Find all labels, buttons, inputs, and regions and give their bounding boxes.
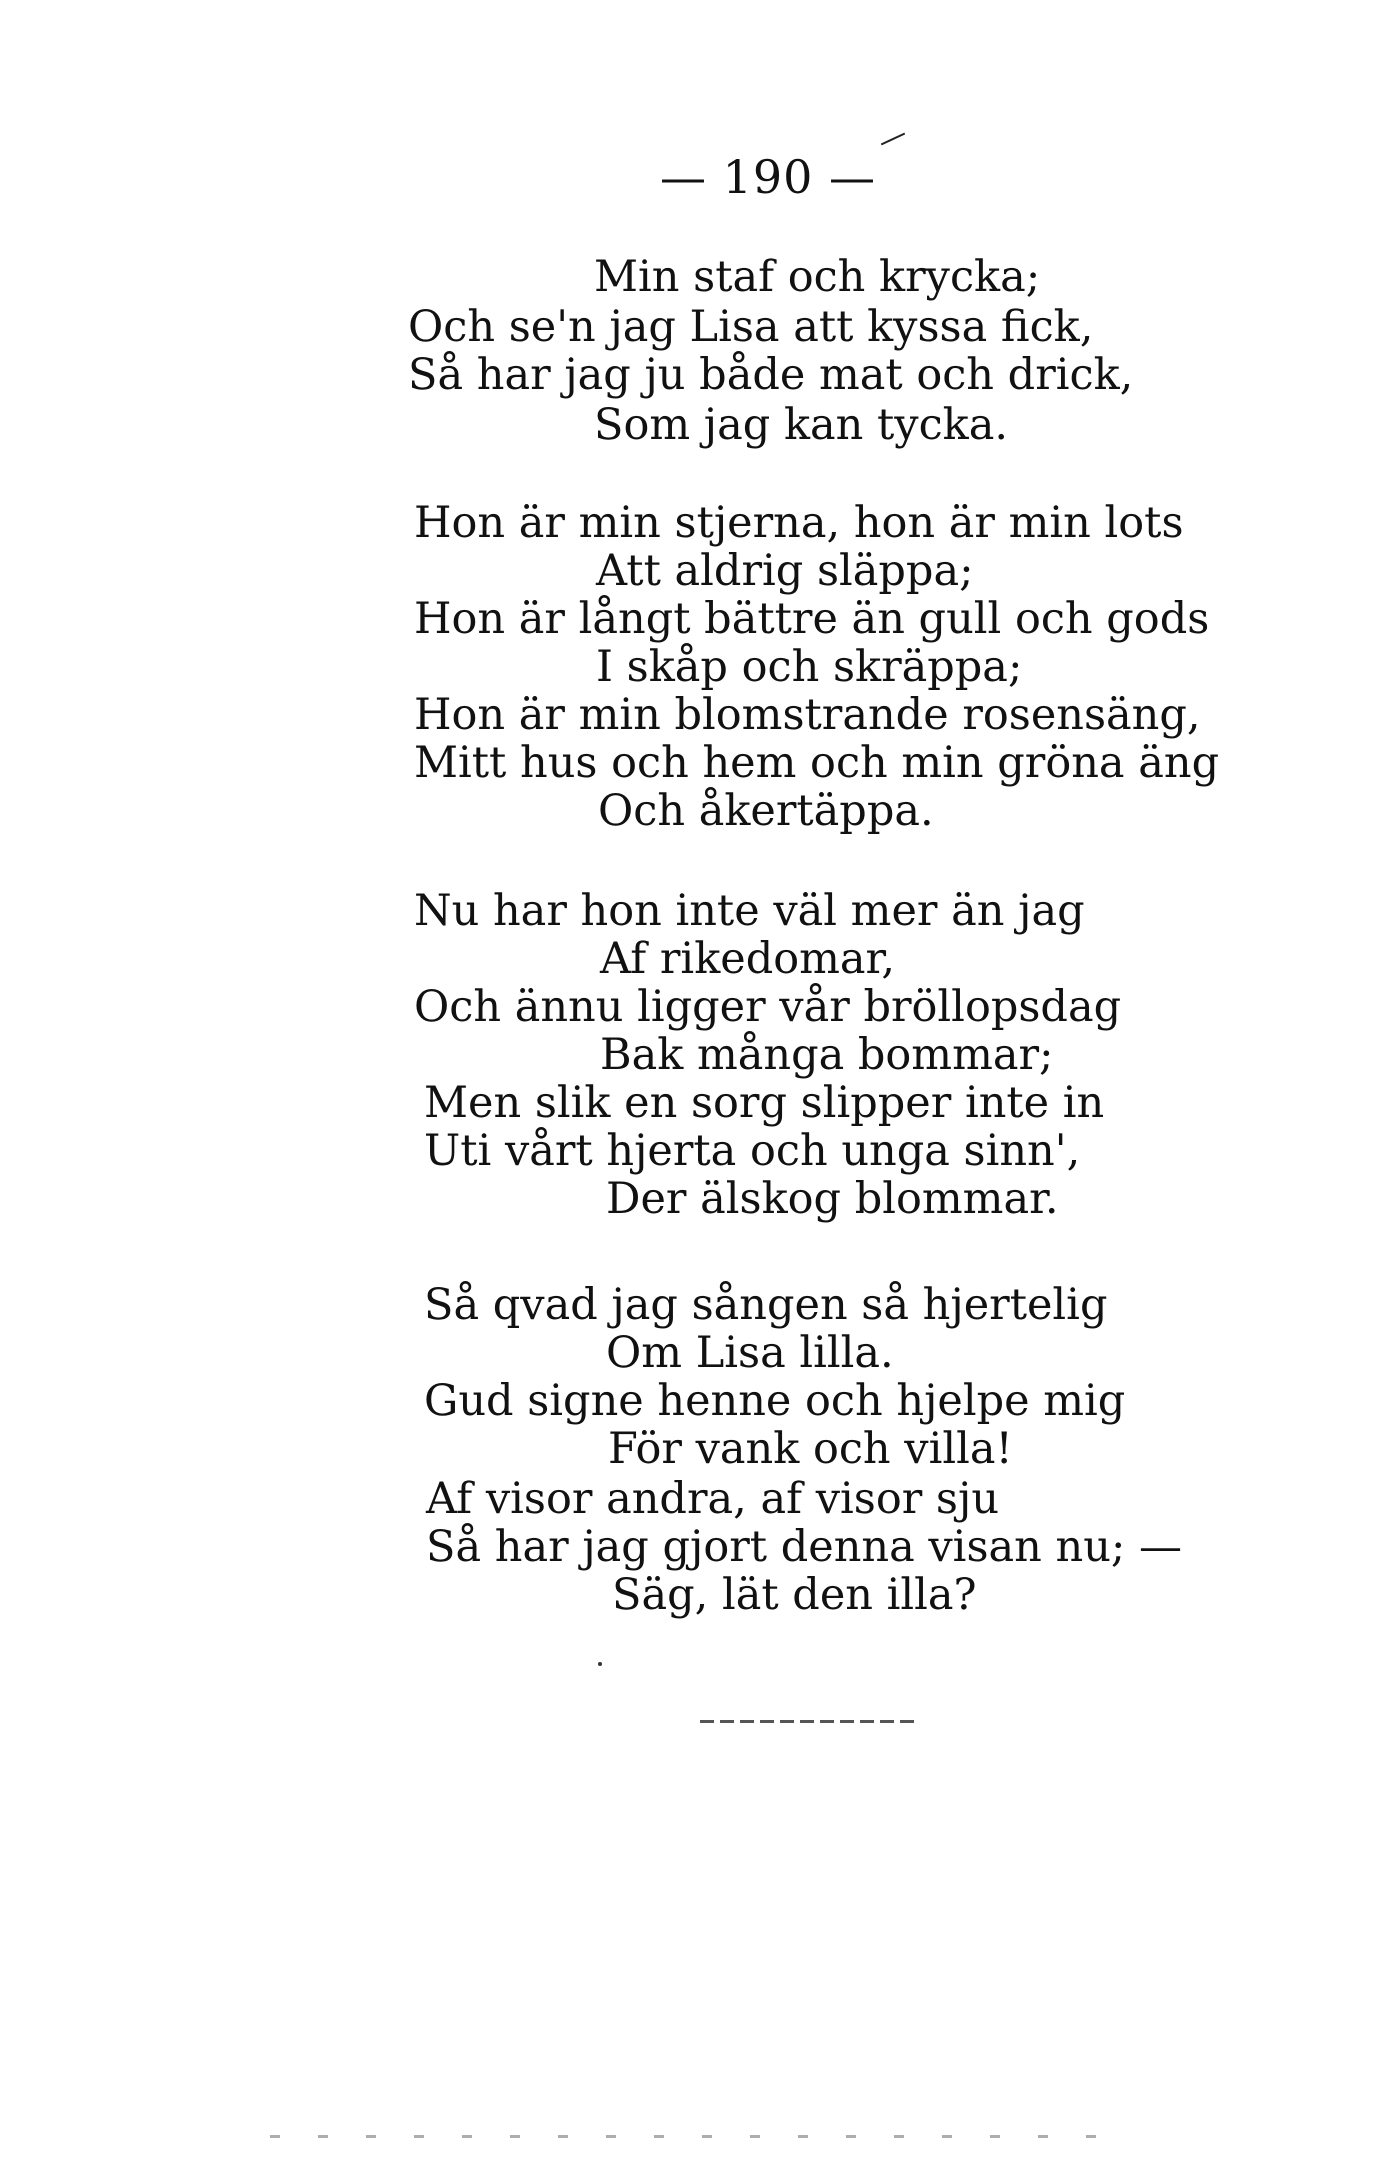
- poem-line: Och åkertäppa.: [598, 786, 934, 836]
- poem-line: Säg, lät den illa?: [612, 1570, 977, 1620]
- page-number: — 190 —: [660, 150, 877, 204]
- poem-line: Så qvad jag sången så hjertelig: [424, 1280, 1108, 1330]
- poem-line: Nu har hon inte väl mer än jag: [414, 886, 1085, 936]
- poem-line: Bak många bommar;: [600, 1030, 1054, 1080]
- poem-line: Af rikedomar,: [600, 934, 896, 984]
- scan-artifact: [270, 2135, 1130, 2138]
- poem-line: Så har jag ju både mat och drick,: [408, 350, 1134, 400]
- stray-mark: [598, 1662, 602, 1666]
- poem-line: I skåp och skräppa;: [596, 642, 1023, 692]
- poem-line: Mitt hus och hem och min gröna äng: [414, 738, 1220, 788]
- poem-line: Så har jag gjort denna visan nu; —: [426, 1522, 1183, 1572]
- poem-line: Att aldrig släppa;: [596, 546, 974, 596]
- poem-line: Hon är långt bättre än gull och gods: [414, 594, 1210, 644]
- poem-line: Och se'n jag Lisa att kyssa fick,: [408, 302, 1094, 352]
- poem-line: Men slik en sorg slipper inte in: [424, 1078, 1105, 1128]
- poem-line: Och ännu ligger vår bröllopsdag: [414, 982, 1122, 1032]
- end-ornament: [700, 1720, 920, 1723]
- poem-line: Af visor andra, af visor sju: [426, 1474, 1000, 1524]
- poem-line: Gud signe henne och hjelpe mig: [424, 1376, 1126, 1426]
- poem-line: Hon är min blomstrande rosensäng,: [414, 690, 1201, 740]
- poem-line: Uti vårt hjerta och unga sinn',: [424, 1126, 1081, 1176]
- poem-line: Hon är min stjerna, hon är min lots: [414, 498, 1184, 548]
- poem-line: Min staf och krycka;: [594, 252, 1041, 302]
- poem-line: Om Lisa lilla.: [606, 1328, 894, 1378]
- poem-line: För vank och villa!: [608, 1424, 1013, 1474]
- poem-line: Der älskog blommar.: [606, 1174, 1059, 1224]
- poem-line: Som jag kan tycka.: [594, 400, 1009, 450]
